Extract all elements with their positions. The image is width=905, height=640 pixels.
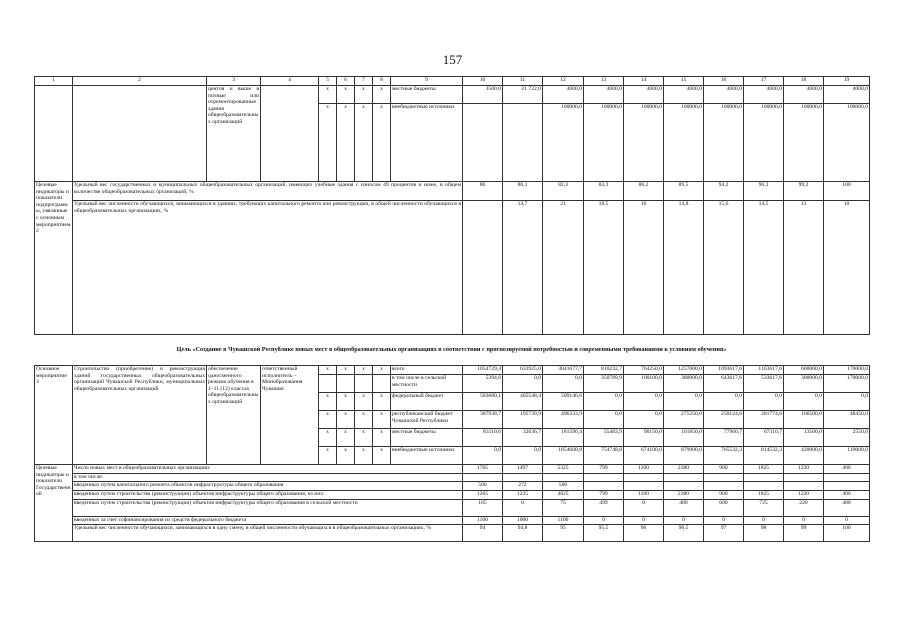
- value-cell: 82,3: [543, 182, 584, 201]
- marker-cell: x: [337, 447, 355, 465]
- marker-cell: x: [337, 366, 355, 375]
- indicator-text: Число новых мест в общеобразовательных организациях: [73, 465, 463, 474]
- page-number: 157: [442, 52, 463, 67]
- value-cell: 4000,0: [784, 86, 824, 104]
- marker-cell: x: [319, 429, 337, 447]
- value-cell: 1257000,0: [664, 366, 704, 375]
- header-cell: 17: [744, 77, 784, 86]
- value-cell: 275250,0: [664, 411, 704, 429]
- source-cell: федеральный бюджет: [391, 393, 463, 411]
- marker-cell: [355, 375, 373, 393]
- value-cell: 1054729,4: [463, 366, 503, 375]
- indicator-row: [35, 482, 870, 491]
- value-cell: 14,8: [664, 201, 704, 335]
- result-cell: обеспечение односменного режима обучения в 1–11 (12) классах общеобразовательных организаций: [207, 366, 261, 465]
- header-cell: 14: [624, 77, 664, 86]
- header-cell: 12: [543, 77, 584, 86]
- value-cell: 100: [824, 525, 870, 542]
- marker-cell: [373, 375, 391, 393]
- source-cell: местные бюджеты: [391, 86, 463, 104]
- value-cell: 13: [784, 201, 824, 335]
- value-cell: 21: [543, 201, 584, 335]
- value-cell: 99: [784, 525, 824, 542]
- source-cell: местные бюджеты: [391, 429, 463, 447]
- value-cell: 18,5: [584, 201, 624, 335]
- header-cell: 3: [207, 77, 261, 86]
- value-cell: [463, 474, 503, 482]
- program-table-part-2: [34, 365, 870, 542]
- value-cell: 166500,0: [784, 411, 824, 429]
- value-cell: 15,6: [704, 201, 744, 335]
- marker-cell: x: [355, 411, 373, 429]
- marker-cell: x: [373, 429, 391, 447]
- marker-cell: x: [319, 104, 337, 182]
- value-cell: 400: [824, 500, 870, 517]
- value-cell: [463, 201, 503, 335]
- indicator-row: [35, 517, 870, 525]
- value-cell: 0: [584, 517, 624, 525]
- value-cell: 83110,6: [463, 429, 503, 447]
- value-cell: 879900,0: [664, 447, 704, 465]
- value-cell: 0,0: [463, 447, 503, 465]
- value-cell: 799: [584, 491, 624, 500]
- marker-cell: x: [319, 366, 337, 375]
- value-cell: 55483,9: [584, 429, 624, 447]
- indicator-text: Удельный вес численности обучающихся, занимающихся в одну смену, в общей численности обучающихся в общеобразовательных организациях, %: [73, 525, 463, 542]
- value-cell: 48450,0: [824, 411, 870, 429]
- value-cell: 583680,1: [463, 393, 503, 411]
- value-cell: [744, 474, 784, 482]
- value-cell: 0,0: [624, 393, 664, 411]
- marker-cell: x: [373, 366, 391, 375]
- value-cell: 1825: [744, 465, 784, 474]
- value-cell: 5325: [543, 465, 584, 474]
- indicator-row: [35, 201, 870, 335]
- value-cell: 499: [584, 500, 624, 517]
- value-cell: 4000,0: [704, 86, 744, 104]
- value-cell: 94,2: [704, 182, 744, 201]
- header-cell: 4: [261, 77, 319, 86]
- value-cell: 1265: [463, 491, 503, 500]
- value-cell: 100000,0: [824, 104, 870, 182]
- value-cell: [664, 474, 704, 482]
- value-cell: 0: [664, 517, 704, 525]
- value-cell: 300000,0: [784, 375, 824, 393]
- value-cell: 96: [624, 525, 664, 542]
- value-cell: 170000,0: [824, 375, 870, 393]
- value-cell: 387938,7: [463, 411, 503, 429]
- marker-cell: x: [355, 366, 373, 375]
- value-cell: 0,0: [744, 393, 784, 411]
- value-cell: 0: [704, 517, 744, 525]
- marker-cell: x: [355, 104, 373, 182]
- indicator-row: [35, 465, 870, 474]
- value-cell: 90150,0: [624, 429, 664, 447]
- empty-cell: [261, 86, 319, 182]
- value-cell: 814532,3: [744, 447, 784, 465]
- marker-cell: x: [337, 393, 355, 411]
- marker-cell: x: [319, 447, 337, 465]
- value-cell: 96,3: [744, 182, 784, 201]
- value-cell: 0,0: [664, 393, 704, 411]
- value-cell: [503, 474, 543, 482]
- value-cell: 400: [824, 465, 870, 474]
- value-cell: 5394,6: [463, 375, 503, 393]
- value-cell: [624, 474, 664, 482]
- indicator-row: [35, 182, 870, 201]
- header-cell: 1: [35, 77, 73, 86]
- source-cell: внебюджетные источники: [391, 104, 463, 182]
- header-cell: 7: [355, 77, 373, 86]
- value-cell: 1225: [503, 491, 543, 500]
- value-cell: 725: [744, 500, 784, 517]
- value-cell: 810232,7: [584, 366, 624, 375]
- value-cell: 1220: [784, 491, 824, 500]
- value-cell: 1100: [543, 517, 584, 525]
- value-cell: 643617,6: [704, 375, 744, 393]
- value-cell: 764250,0: [624, 366, 664, 375]
- value-cell: 0,0: [824, 393, 870, 411]
- value-cell: 170000,0: [824, 366, 870, 375]
- value-cell: 220: [784, 500, 824, 517]
- value-cell: 674100,0: [624, 447, 664, 465]
- indicator-text: введенных путем строительства (реконструкции) объектов инфраструктуры общего образования в сельской местности: [73, 500, 463, 517]
- value-cell: 754748,8: [584, 447, 624, 465]
- value-cell: 600000,0: [784, 366, 824, 375]
- value-cell: [824, 474, 870, 482]
- source-cell: внебюджетные источники: [391, 447, 463, 465]
- value-cell: 2380: [664, 491, 704, 500]
- value-cell: 165: [463, 500, 503, 517]
- value-cell: [704, 474, 744, 482]
- indicator-text: введенных за счет софинансирования из средств федерального бюджета: [73, 517, 463, 525]
- value-cell: 0: [624, 517, 664, 525]
- marker-cell: x: [355, 447, 373, 465]
- value-cell: 75: [543, 500, 584, 517]
- value-cell: 86,2: [624, 182, 664, 201]
- value-cell: 765532,3: [704, 447, 744, 465]
- value-cell: 0: [503, 500, 543, 517]
- value-cell: 600: [704, 500, 744, 517]
- value-cell: [584, 474, 624, 482]
- value-cell: 0,0: [584, 411, 624, 429]
- value-cell: [624, 482, 664, 491]
- source-cell: в том числе в сельской местности: [391, 375, 463, 393]
- value-cell: [784, 474, 824, 482]
- value-cell: 4000,0: [664, 86, 704, 104]
- empty-cell: [73, 86, 207, 182]
- indicator-row: [35, 525, 870, 542]
- value-cell: 95: [543, 525, 584, 542]
- source-cell: всего: [391, 366, 463, 375]
- value-cell: [784, 482, 824, 491]
- indicator-row: [35, 491, 870, 500]
- value-cell: 77960,7: [704, 429, 744, 447]
- value-cell: 4000,0: [624, 86, 664, 104]
- value-cell: 272: [503, 482, 543, 491]
- value-cell: 1093617,6: [704, 366, 744, 375]
- value-cell: 400: [824, 491, 870, 500]
- marker-cell: [337, 375, 355, 393]
- value-cell: 32636,7: [503, 429, 543, 447]
- header-cell: 6: [337, 77, 355, 86]
- value-cell: 101850,0: [664, 429, 704, 447]
- value-cell: 799: [584, 465, 624, 474]
- value-cell: 633925,0: [503, 366, 543, 375]
- measure-cell: Основное мероприятие 3: [35, 366, 73, 465]
- result-cell: центов и выше в полные или отремонтированные здания общеобразовательных организаций: [207, 86, 261, 182]
- indicator-row: [35, 474, 870, 482]
- value-cell: 80,1: [503, 182, 543, 201]
- value-cell: 0,0: [543, 375, 584, 393]
- value-cell: 496333,9: [543, 411, 584, 429]
- value-cell: [824, 482, 870, 491]
- value-cell: 1163617,6: [744, 366, 784, 375]
- value-cell: 4000,0: [744, 86, 784, 104]
- value-cell: 1825: [744, 491, 784, 500]
- marker-cell: x: [355, 393, 373, 411]
- finance-row: [35, 86, 870, 104]
- source-cell: республиканский бюджет Чувашской Республики: [391, 411, 463, 429]
- value-cell: [543, 474, 584, 482]
- value-cell: 10: [824, 201, 870, 335]
- indicator-text: Удельный вес государственных и муниципальных общеобразовательных организаций, имеющих учебные здания с износом 49 процентов и ниже, в общем количестве общеобразовательных организаций, %: [73, 182, 463, 201]
- marker-cell: x: [337, 86, 355, 104]
- value-cell: 500: [543, 482, 584, 491]
- marker-cell: x: [373, 86, 391, 104]
- value-cell: 0,0: [584, 393, 624, 411]
- value-cell: 2550,0: [824, 429, 870, 447]
- measure-name: Строительство (приобретение) и реконструкция зданий государственных общеобразовательных организаций Чувашской Республики, муниципальных общеобразовательных организаций: [73, 366, 207, 465]
- header-cell: 8: [373, 77, 391, 86]
- value-cell: 98: [744, 525, 784, 542]
- value-cell: 95,5: [584, 525, 624, 542]
- marker-cell: x: [373, 393, 391, 411]
- header-cell: 19: [824, 77, 870, 86]
- value-cell: 1854600,8: [543, 447, 584, 465]
- header-cell: 13: [584, 77, 624, 86]
- marker-cell: x: [337, 104, 355, 182]
- value-cell: 100000,0: [704, 104, 744, 182]
- value-cell: 4000,0: [543, 86, 584, 104]
- value-cell: 100000,0: [624, 104, 664, 182]
- marker-cell: x: [319, 86, 337, 104]
- indicator-label: Целевые индикаторы и показатели подпрограммы, увязанные с основным мероприятием 2: [35, 182, 73, 335]
- value-cell: 250124,6: [704, 411, 744, 429]
- indicator-text: введенных путем капитального ремонта объектов инфраструктуры общего образования: [73, 482, 463, 491]
- value-cell: 119000,0: [824, 447, 870, 465]
- value-cell: 900: [704, 491, 744, 500]
- value-cell: 3500,0: [463, 86, 503, 104]
- value-cell: 100000,0: [744, 104, 784, 182]
- indicator-row: [35, 500, 870, 517]
- value-cell: [503, 104, 543, 182]
- indicator-text: Удельный вес численности обучающихся, занимающихся в зданиях, требующих капитального ремонта или реконструкции, в общей численности обучающихся в общеобразовательных организациях, %: [73, 201, 463, 335]
- value-cell: 99,2: [784, 182, 824, 201]
- value-cell: 509146,6: [543, 393, 584, 411]
- value-cell: 1000: [503, 517, 543, 525]
- value-cell: 1100: [624, 491, 664, 500]
- program-table-part-1: [34, 76, 870, 335]
- header-cell: 11: [503, 77, 543, 86]
- value-cell: 380000,0: [664, 375, 704, 393]
- empty-cell: [35, 86, 73, 182]
- header-cell: 18: [784, 77, 824, 86]
- value-cell: 100100,0: [624, 375, 664, 393]
- goal-heading: Цель «Создание в Чувашской Республике новых мест в общеобразовательных организациях в соответствии с прогнозируемой потребностью и современными требованиями к условиям обучения»: [176, 346, 727, 353]
- value-cell: 480: [664, 500, 704, 517]
- value-cell: 100000,0: [543, 104, 584, 182]
- value-cell: 100000,0: [784, 104, 824, 182]
- header-cell: 15: [664, 77, 704, 86]
- value-cell: 500: [463, 482, 503, 491]
- value-cell: 89,5: [664, 182, 704, 201]
- value-cell: [704, 482, 744, 491]
- marker-cell: x: [355, 429, 373, 447]
- executor-cell: ответственный исполнитель – Минобразования Чувашии: [261, 366, 319, 465]
- value-cell: 14,7: [503, 201, 543, 335]
- value-cell: 13500,0: [784, 429, 824, 447]
- value-cell: 0: [784, 517, 824, 525]
- marker-cell: x: [373, 447, 391, 465]
- value-cell: 94,8: [503, 525, 543, 542]
- marker-cell: [319, 375, 337, 393]
- indicator-text: в том числе:: [73, 474, 463, 482]
- value-cell: 0,0: [503, 447, 543, 465]
- value-cell: 281774,6: [744, 411, 784, 429]
- value-cell: 97: [704, 525, 744, 542]
- value-cell: [664, 482, 704, 491]
- value-cell: 195739,9: [503, 411, 543, 429]
- value-cell: [744, 482, 784, 491]
- value-cell: 100000,0: [584, 104, 624, 182]
- header-cell: 16: [704, 77, 744, 86]
- header-row: [35, 77, 870, 86]
- value-cell: 533617,6: [744, 375, 784, 393]
- value-cell: 16: [624, 201, 664, 335]
- value-cell: 14,5: [744, 201, 784, 335]
- marker-cell: x: [373, 104, 391, 182]
- value-cell: [463, 104, 503, 182]
- value-cell: 1765: [463, 465, 503, 474]
- value-cell: 350789,9: [584, 375, 624, 393]
- value-cell: [584, 482, 624, 491]
- marker-cell: x: [319, 393, 337, 411]
- value-cell: 0,0: [624, 411, 664, 429]
- value-cell: 0: [624, 500, 664, 517]
- value-cell: 4000,0: [824, 86, 870, 104]
- value-cell: 1220: [784, 465, 824, 474]
- value-cell: 0,0: [704, 393, 744, 411]
- value-cell: 100000,0: [664, 104, 704, 182]
- marker-cell: x: [319, 411, 337, 429]
- value-cell: 21 722,0: [503, 86, 543, 104]
- value-cell: 94: [463, 525, 503, 542]
- value-cell: 67310,7: [744, 429, 784, 447]
- marker-cell: x: [337, 429, 355, 447]
- value-cell: 86: [463, 182, 503, 201]
- value-cell: 3041677,7: [543, 366, 584, 375]
- marker-cell: x: [373, 411, 391, 429]
- value-cell: 96,5: [664, 525, 704, 542]
- value-cell: 1497: [503, 465, 543, 474]
- header-cell: 9: [391, 77, 463, 86]
- value-cell: 4000,0: [584, 86, 624, 104]
- value-cell: 405548,4: [503, 393, 543, 411]
- finance-row: [35, 366, 870, 375]
- value-cell: 83,3: [584, 182, 624, 201]
- header-cell: 10: [463, 77, 503, 86]
- header-cell: 2: [73, 77, 207, 86]
- value-cell: 0,0: [784, 393, 824, 411]
- value-cell: 0: [824, 517, 870, 525]
- value-cell: 4825: [543, 491, 584, 500]
- value-cell: 0,0: [503, 375, 543, 393]
- value-cell: 1100: [624, 465, 664, 474]
- indicator-text: введенных путем строительства (реконструкции) объектов инфраструктуры общего образования, из них:: [73, 491, 463, 500]
- indicator-label: Целевые индикаторы и показатели Государственной: [35, 465, 73, 542]
- value-cell: 2380: [664, 465, 704, 474]
- value-cell: 100: [824, 182, 870, 201]
- value-cell: 900: [704, 465, 744, 474]
- value-cell: 0: [744, 517, 784, 525]
- value-cell: 420000,0: [784, 447, 824, 465]
- marker-cell: x: [355, 86, 373, 104]
- value-cell: 1100: [463, 517, 503, 525]
- header-cell: 5: [319, 77, 337, 86]
- value-cell: 181596,4: [543, 429, 584, 447]
- marker-cell: x: [337, 411, 355, 429]
